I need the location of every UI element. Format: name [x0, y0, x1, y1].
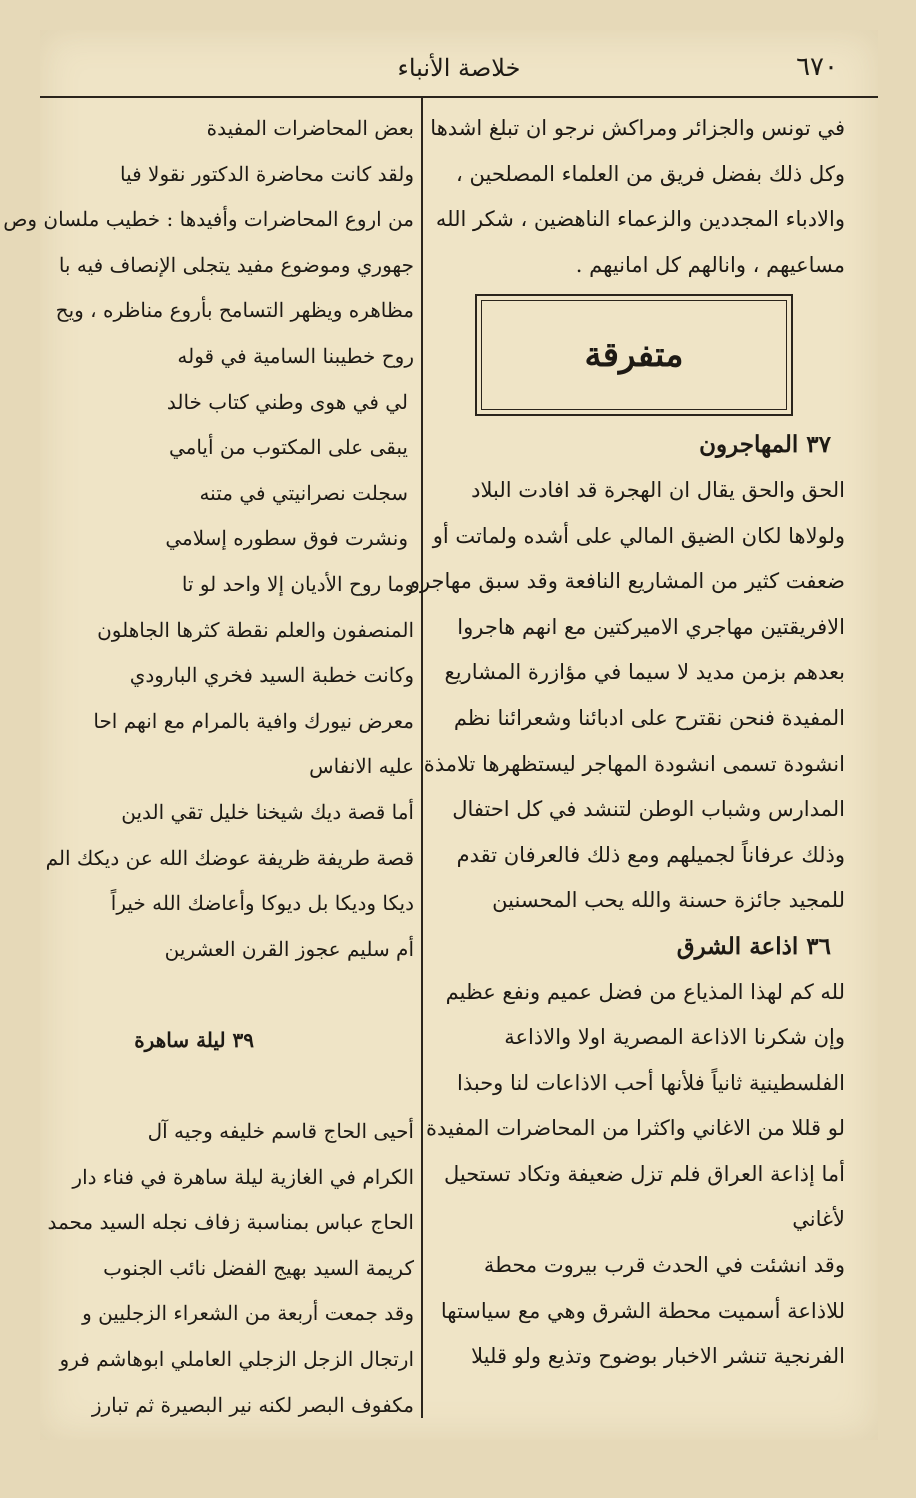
- text-line: ضعفت كثير من المشاريع النافعة وقد سبق مهاجرو: [409, 569, 845, 594]
- book-page: [3, 30, 878, 1440]
- text-line: المدارس وشباب الوطن لتنشد في كل احتفال: [452, 797, 845, 822]
- text-line: للاذاعة أسميت محطة الشرق وهي مع سياستها: [440, 1298, 845, 1323]
- text-line: من اروع المحاضرات وأفيدها : خطيب ملسان وص: [3, 207, 414, 232]
- text-line: روح خطيبنا السامية في قوله: [177, 343, 414, 368]
- text-line: ولقد كانت محاضرة الدكتور نقولا فيا: [120, 161, 414, 186]
- verse-line: يبقى على المكتوب من أيامي: [168, 435, 408, 460]
- text-line: مظاهره ويظهر التسامح بأروع مناظره ، ويح: [55, 298, 414, 323]
- text-line: مكفوف البصر لكنه نير البصيرة ثم تبارز: [91, 1392, 414, 1417]
- spacer: [46, 972, 414, 1018]
- text-line: لو قللا من الاغاني واكثرا من المحاضرات المفيدة: [426, 1116, 845, 1141]
- text-line: أما قصة ديك شيخنا خليل تقي الدين: [121, 799, 414, 824]
- text-line: الفرنجية تنشر الاخبار بوضوح وتذيع ولو قليلا: [471, 1344, 845, 1369]
- text-line: وقد جمعت أربعة من الشعراء الزجليين و: [82, 1301, 414, 1326]
- text-line: الفلسطينية ثانياً فلأنها أحب الاذاعات لنا وحبذا: [457, 1070, 845, 1095]
- text-line: الحاج عباس بمناسبة زفاف نجله السيد محمد: [47, 1210, 414, 1235]
- text-line: وذلك عرفاناً لجميلهم ومع ذلك فالعرفان تقدم: [456, 842, 845, 867]
- item-37-heading: ٣٧ المهاجرون: [699, 431, 831, 459]
- header-rule: [40, 96, 878, 98]
- text-line: معرض نيورك وافية بالمرام مع انهم احا: [93, 708, 414, 733]
- text-line: وما روح الأديان إلا واحد لو تا: [181, 571, 414, 596]
- text-line: أما إذاعة العراق فلم تزل ضعيفة وتكاد تستحيل: [444, 1161, 845, 1186]
- verse-line: سجلت نصرانيتي في متنه: [199, 480, 408, 505]
- text-line: للمجيد جائزة حسنة والله يحب المحسنين: [492, 888, 845, 913]
- item-39-heading: ٣٩ ليلة ساهرة: [134, 1027, 254, 1052]
- text-line: في تونس والجزائر ومراكش نرجو ان تبلغ اشدها: [430, 116, 845, 140]
- text-line: بعض المحاضرات المفيدة: [206, 116, 414, 140]
- text-line: والادباء المجددين والزعماء الناهضين ، شكر الله: [435, 207, 845, 232]
- text-line: ولولاها لكان الضيق المالي على أشده ولماتت أو: [432, 523, 845, 548]
- item-36-heading: ٣٦ اذاعة الشرق: [676, 932, 831, 960]
- text-line: وكانت خطبة السيد فخري البارودي: [129, 663, 414, 688]
- column-divider: [421, 98, 423, 1418]
- text-line: ارتجال الزجل الزجلي العاملي ابوهاشم فرو: [59, 1347, 414, 1372]
- text-line: بعدهم بزمن مديد لا سيما في مؤازرة المشاريع: [444, 660, 845, 685]
- text-line: لله كم لهذا المذياع من فضل عميم ونفع عظيم: [445, 979, 845, 1004]
- section-title: متفرقة: [481, 300, 787, 410]
- spacer: [46, 1063, 414, 1109]
- left-column: [3, 106, 414, 1428]
- text-line: وإن شكرنا الاذاعة المصرية اولا والاذاعة: [504, 1025, 845, 1050]
- text-line: وقد انشئت في الحدث قرب بيروت محطة: [483, 1253, 845, 1278]
- text-line: أم سليم عجوز القرن العشرين: [164, 936, 414, 961]
- text-line: كريمة السيد بهيج الفضل نائب الجنوب: [103, 1255, 414, 1280]
- text-line: الافريقتين مهاجري الاميركتين مع انهم هاجروا: [457, 614, 845, 639]
- text-line: انشودة تسمى انشودة المهاجر ليستظهرها تلامذة: [423, 751, 845, 776]
- text-line: الحق والحق يقال ان الهجرة قد افادت البلاد: [471, 477, 845, 502]
- text-line: وكل ذلك بفضل فريق من العلماء المصلحين ،: [456, 161, 845, 186]
- verse-line: لي في هوى وطني كتاب خالد: [166, 389, 408, 414]
- section-title-box: [475, 294, 793, 416]
- right-column: [409, 106, 845, 1380]
- page-number: ٦٧٠: [796, 52, 838, 82]
- text-line: الكرام في الغازية ليلة ساهرة في فناء دار: [72, 1164, 414, 1189]
- verse-line: ونشرت فوق سطوره إسلامي: [165, 526, 408, 551]
- text-line: جهوري وموضوع مفيد يتجلى الإنصاف فيه با: [58, 252, 414, 277]
- text-line: ديكا وديكا بل ديوكا وأعاضك الله خيراً: [110, 891, 414, 916]
- text-line: عليه الانفاس: [309, 754, 414, 779]
- text-line: أحيى الحاج قاسم خليفه وجيه آل: [147, 1119, 414, 1144]
- text-line: المفيدة فنحن نقترح على ادبائنا وشعرائنا نظم: [453, 705, 845, 730]
- text-line: المنصفون والعلم نقطة كثرها الجاهلون: [97, 617, 414, 642]
- text-line: لأغاني: [792, 1207, 845, 1232]
- text-line: قصة طريفة ظريفة عوضك الله عن ديكك الم: [45, 845, 414, 870]
- text-line: مساعيهم ، وانالهم كل امانيهم .: [575, 252, 845, 277]
- page-header: [40, 30, 878, 100]
- running-title: خلاصة الأنباء: [397, 54, 521, 82]
